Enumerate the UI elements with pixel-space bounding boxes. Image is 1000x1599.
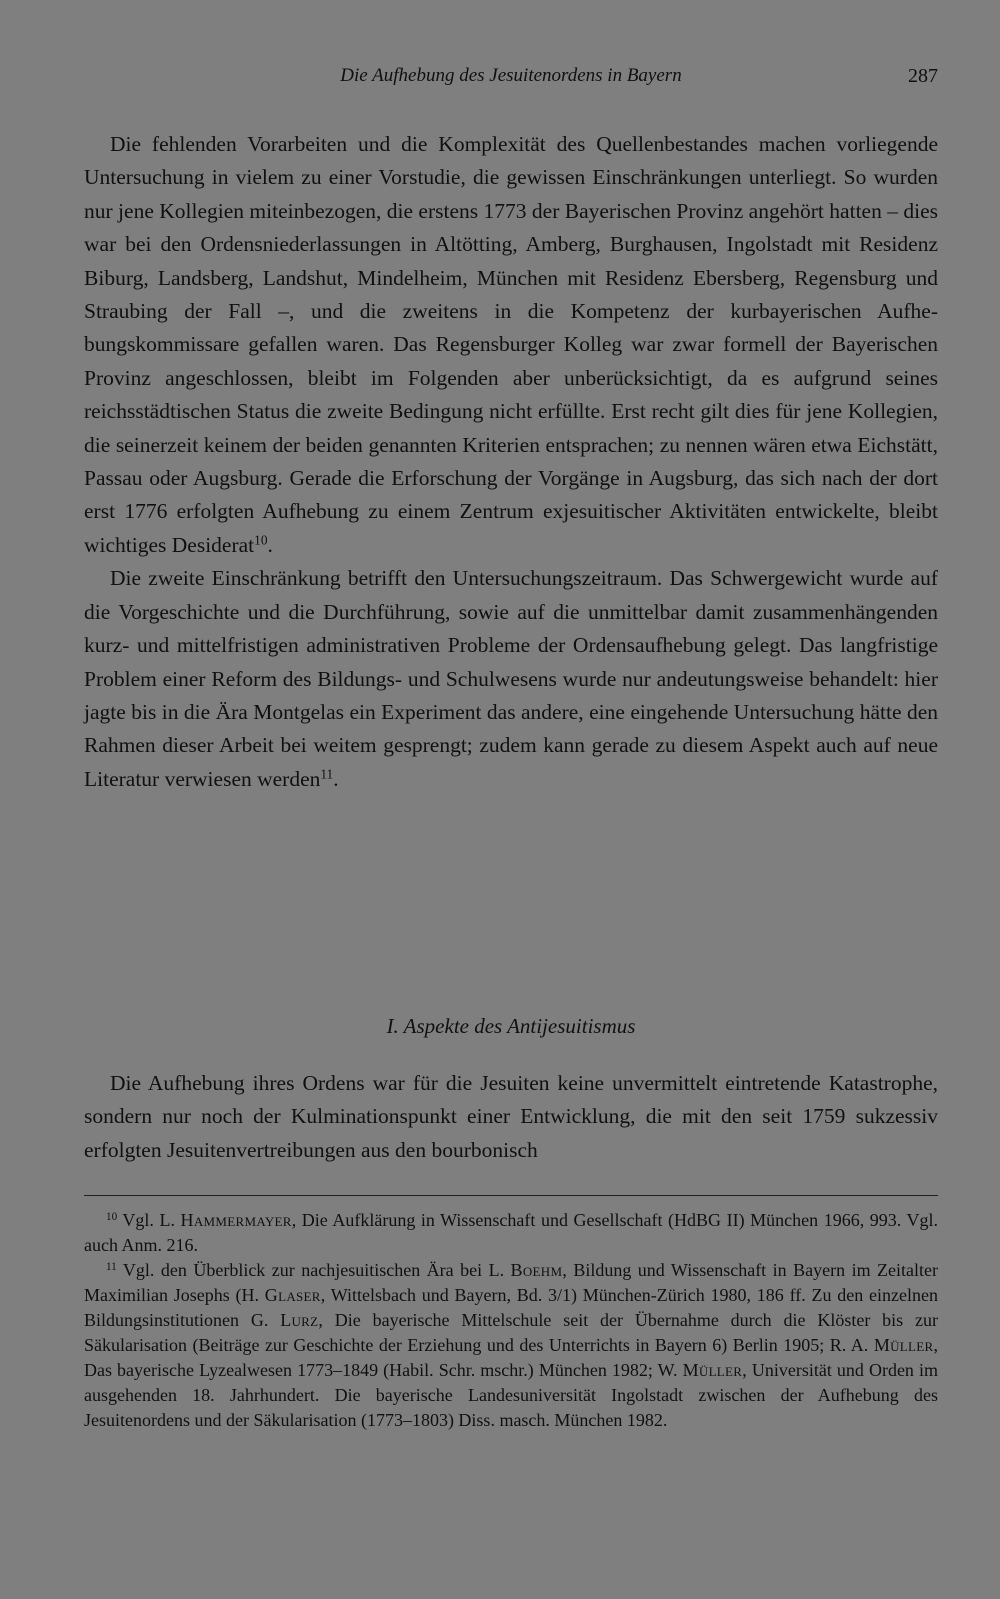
paragraph-text: Die zweite Einschränkung betrifft den Untersuchungszeitraum. Das Schwergewicht wurde auf die Vorgeschichte und die Durchführung, sowie auf die unmittelbar damit zusammenhängenden kurz- und mittelfristigen administrativen Probleme der Ordensaufhebung gelegt. Das langfristige Problem einer Reform des Bildungs- und Schulwesens wurde nur andeutungsweise behandelt: hier jagte bis in die Ära Montgelas ein Experiment das andere, eine eingehende Untersuchung hätte den Rahmen dieser Arbeit bei weitem gesprengt; zudem kann gerade zu diesem Aspekt auch auf neue Literatur verwiesen werden	[84, 566, 938, 791]
author-name: Lurz	[280, 1310, 319, 1330]
body-section-intro	[84, 128, 938, 796]
footnote-11: $^{11}$ Vgl. den Überblick zur nachjesuitischen Ära bei L. Boehm, Bildung und Wissenschaft in Bayern im Zeitalter Maximilian Josephs (H. Glaser, Wittelsbach und Bayern, Bd. 3/1) München-Zürich 1980, 186 ff. Zu den einzelnen Bildungsinstitutionen G. Lurz, Die bayerische Mittelschule seit der Übernahme durch die Klöster bis zur Säkularisation (Beiträge zur Geschichte der Erziehung und des Unterrichts in Bayern 6) Berlin 1905; R. A. Müller, Das bayerische Lyzealwesen 1773–1849 (Habil. Schr. mschr.) München 1982; W. Müller, Universität und Orden im ausgehenden 18. Jahrhundert. Die bayerische Landesuniversität Ingolstadt zwischen der Aufhebung des Jesuitenordens und der Säkularisation (1773–1803) Diss. masch. München 1982.	[84, 1260, 939, 1430]
footnote-divider	[84, 1195, 938, 1196]
footnote-10: $^{10}$ Vgl. L. Hammermayer, Die Aufklärung in Wissenschaft und Gesellschaft (HdBG II) München 1966, 993. Vgl. auch Anm. 216.	[84, 1210, 939, 1255]
footnote-ref[interactable]: 11	[320, 766, 334, 782]
author-name: Hammermayer	[180, 1210, 292, 1230]
section-heading: I. Aspekte des Antijesuitismus	[386, 1014, 636, 1038]
paragraph: Die Aufhebung ihres Ordens war für die Jesuiten keine unvermittelt eintretende Katastrophe, sondern nur noch der Kulminationspunkt einer Entwicklung, die mit den seit 1759 sukzessiv erfolgten Jesuitenvertreibungen aus den bourbonisch	[84, 1071, 938, 1162]
paragraph: Die zweite Einschränkung betrifft den Untersuchungszeitraum. Das Schwergewicht wurde auf die Vorgeschichte und die Durchführung, sowie auf die unmittelbar damit zusammenhängenden kurz- und mittelfristigen administrativen Probleme der Ordensaufhebung gelegt. Das langfristige Problem einer Reform des Bildungs- und Schulwesens wurde nur andeutungsweise behandelt: hier jagte bis in die Ära Montgelas ein Experiment das andere, eine eingehende Untersuchung hätte den Rahmen dieser Arbeit bei weitem gesprengt; zudem kann gerade zu diesem Aspekt auch auf neue Literatur verwiesen werden$^{11}$.	[84, 566, 938, 791]
paragraph-text: Die fehlenden Vorarbeiten und die Komplexität des Quellenbestandes machen vorliegende Untersuchung in vielem zu einer Vorstudie, die gewissen Einschränkungen unterliegt. So wurden nur jene Kollegien miteinbezogen, die erstens 1773 der Bayerischen Provinz angehört hatten – dies war bei den Ordensniederlassungen in Altötting, Amberg, Burghausen, Ingolstadt mit Residenz Biburg, Landsberg, Landshut, Mindelheim, München mit Residenz Ebersberg, Regensburg und Straubing der Fall –, und die zweitens in die Kompetenz der kurbayerischen Aufhebungskommissare gefallen waren. Das Regensburger Kolleg war zwar formell der Bayerischen Provinz angeschlossen, bleibt im Folgenden aber unberücksichtigt, da es aufgrund seines reichsstädtischen Status die zweite Bedingung nicht erfüllte. Erst recht gilt dies für jene Kollegien, die seinerzeit keinem der beiden genannten Kriterien entsprachen; zu nennen wären etwa Eichstätt, Passau oder Augsburg. Gerade die Erforschung der Vorgänge in Augsburg, das sich nach der dort erst 1776 erfolgten Aufhebung zu einem Zentrum exjesuitischer Aktivitäten entwickelte, bleibt wichtiges Desiderat	[84, 132, 938, 557]
footnote-number: 11	[106, 1260, 117, 1273]
body-section-1	[84, 1067, 938, 1167]
page-header	[84, 60, 938, 92]
running-title: Die Aufhebung des Jesuitenordens in Bayern	[340, 65, 682, 86]
author-name: Boehm	[510, 1260, 563, 1280]
footnote-number: 10	[106, 1210, 118, 1223]
author-name: Müller	[873, 1335, 934, 1355]
author-name: Müller	[682, 1360, 743, 1380]
footnotes	[84, 1208, 938, 1433]
author-name: Glaser	[264, 1285, 321, 1305]
footnote-ref[interactable]: 10	[254, 532, 268, 548]
paragraph: Die fehlenden Vorarbeiten und die Komplexität des Quellenbestandes machen vorliegende Untersuchung in vielem zu einer Vorstudie, die gewissen Einschränkungen unterliegt. So wurden nur jene Kollegien miteinbezogen, die erstens 1773 der Bayerischen Provinz angehört hatten – dies war bei den Ordensniederlassungen in Altötting, Amberg, Burghausen, Ingolstadt mit Residenz Biburg, Landsberg, Landshut, Mindelheim, München mit Residenz Ebersberg, Regensburg und Straubing der Fall –, und die zweitens in die Kompetenz der kurbayerischen Aufhebungskommissare gefallen waren. Das Regensburger Kolleg war zwar formell der Bayerischen Provinz angeschlossen, bleibt im Folgenden aber unberücksichtigt, da es aufgrund seines reichsstädtischen Status die zweite Bedingung nicht erfüllte. Erst recht gilt dies für jene Kollegien, die seinerzeit keinem der beiden genannten Kriterien entsprachen; zu nennen wären etwa Eichstätt, Passau oder Augsburg. Gerade die Erforschung der Vorgänge in Augsburg, das sich nach der dort erst 1776 erfolgten Aufhebung zu einem Zentrum exjesuitischer Aktivitäten entwickelte, bleibt wichtiges Desiderat$^{10}$.	[84, 132, 938, 557]
page-number: 287	[908, 65, 938, 87]
